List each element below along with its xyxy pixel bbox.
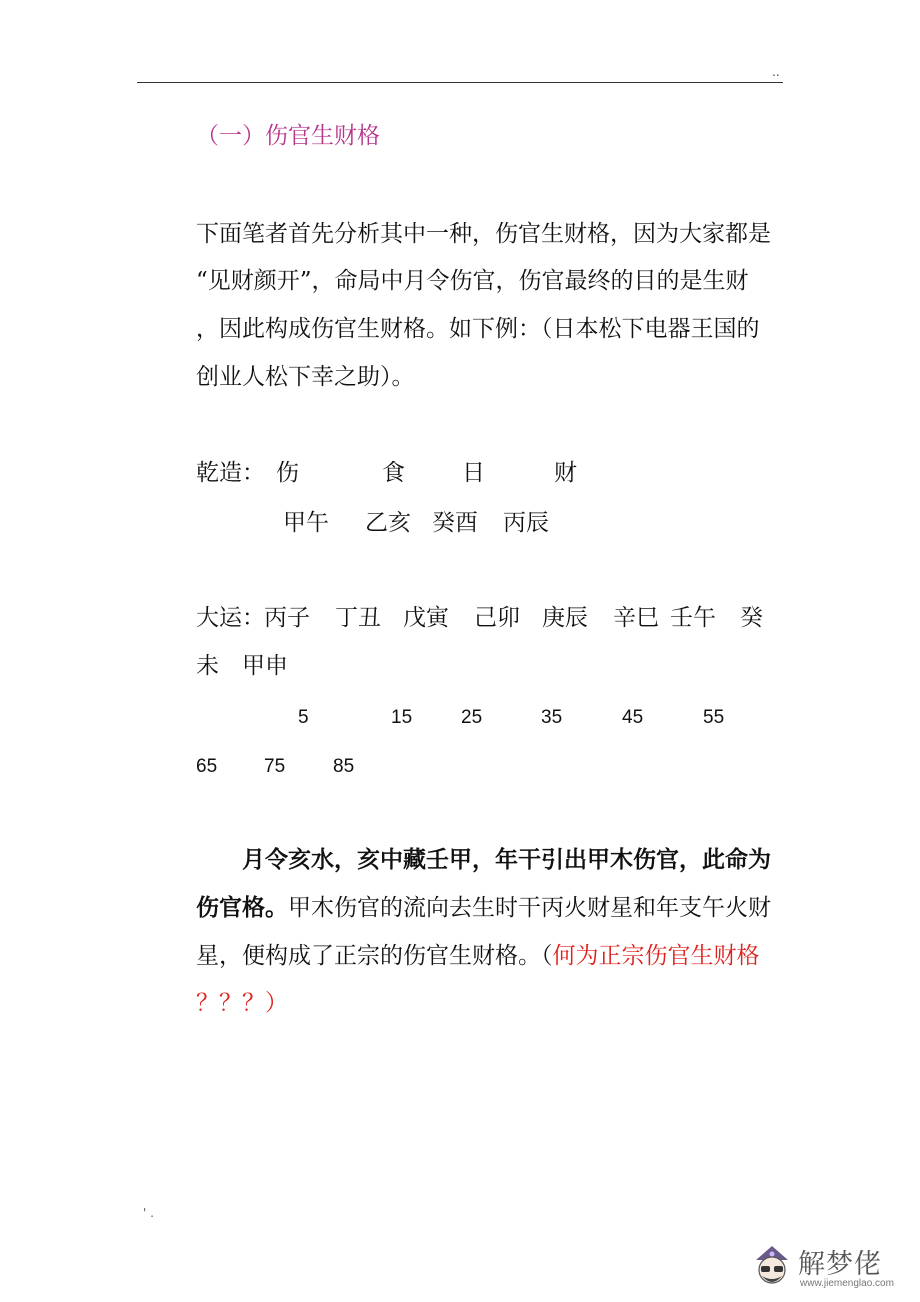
luck-pillar: 戊寅: [403, 605, 449, 631]
luck-pillar: 丁丑: [335, 605, 381, 631]
pillar: 甲午: [283, 510, 329, 536]
ten-god-label: 财: [554, 460, 577, 486]
pillar: 丙辰: [503, 510, 549, 536]
analysis-text: 星，便构成了正宗的伤官生财格。（: [196, 943, 553, 969]
luck-age: 35: [541, 707, 563, 728]
luck-age: 85: [333, 756, 355, 777]
header-rule: [137, 82, 783, 83]
analysis-question: 何为正宗伤官生财格: [552, 943, 760, 969]
luck-pillar: 己卯: [474, 605, 520, 631]
watermark-text: 解梦佬: [798, 1249, 882, 1280]
pillar: 乙亥: [365, 510, 411, 536]
pillar: 癸酉: [432, 510, 478, 536]
section-title: （一）伤官生财格: [196, 123, 380, 149]
paragraph-line: ，因此构成伤官生财格。如下例：（日本松下电器王国的: [196, 316, 760, 342]
luck-age: 55: [703, 707, 725, 728]
analysis-bold-term: 伤官格。: [196, 894, 288, 921]
luck-pillar: 丙子: [264, 605, 310, 631]
luck-age: 45: [622, 707, 644, 728]
chart-label: 乾造：: [196, 460, 265, 486]
watermark-url: www.jiemenglao.com: [800, 1278, 894, 1289]
header-mark: ..: [772, 65, 780, 79]
analysis-line: [196, 893, 771, 923]
analysis-text: 甲木伤官的流向去生时干丙火财星和年支午火财: [288, 895, 771, 921]
luck-age: 75: [264, 756, 286, 777]
luck-pillar: 壬午: [670, 605, 716, 631]
paragraph-line: “见财颜开”，命局中月令伤官，伤官最终的目的是生财: [196, 268, 749, 294]
analysis-question-marks: ？？？）: [196, 990, 288, 1016]
luck-pillar: 辛巳: [613, 605, 659, 631]
ten-god-label: 日: [462, 460, 485, 486]
paragraph-line: 创业人松下幸之助）。: [196, 364, 415, 390]
luck-pillar: 庚辰: [542, 605, 588, 631]
mascot-icon: [750, 1242, 794, 1294]
luck-pillar: 癸: [740, 605, 763, 631]
paragraph-line: 下面笔者首先分析其中一种，伤官生财格，因为大家都是: [196, 221, 771, 247]
watermark: [750, 1240, 910, 1296]
luck-age: 5: [298, 707, 309, 728]
luck-pillar: 未: [196, 653, 219, 679]
ten-god-label: 食: [382, 460, 405, 486]
luck-pillar: 甲申: [242, 653, 288, 679]
luck-age: 15: [391, 707, 413, 728]
analysis-line-bold: 月令亥水，亥中藏壬甲，年干引出甲木伤官，此命为: [242, 846, 771, 873]
footer-mark: ' .: [143, 1206, 154, 1220]
analysis-line: [196, 941, 760, 971]
luck-age: 65: [196, 756, 218, 777]
dayun-label: 大运：: [196, 605, 265, 631]
ten-god-label: 伤: [276, 460, 299, 486]
luck-age: 25: [461, 707, 483, 728]
